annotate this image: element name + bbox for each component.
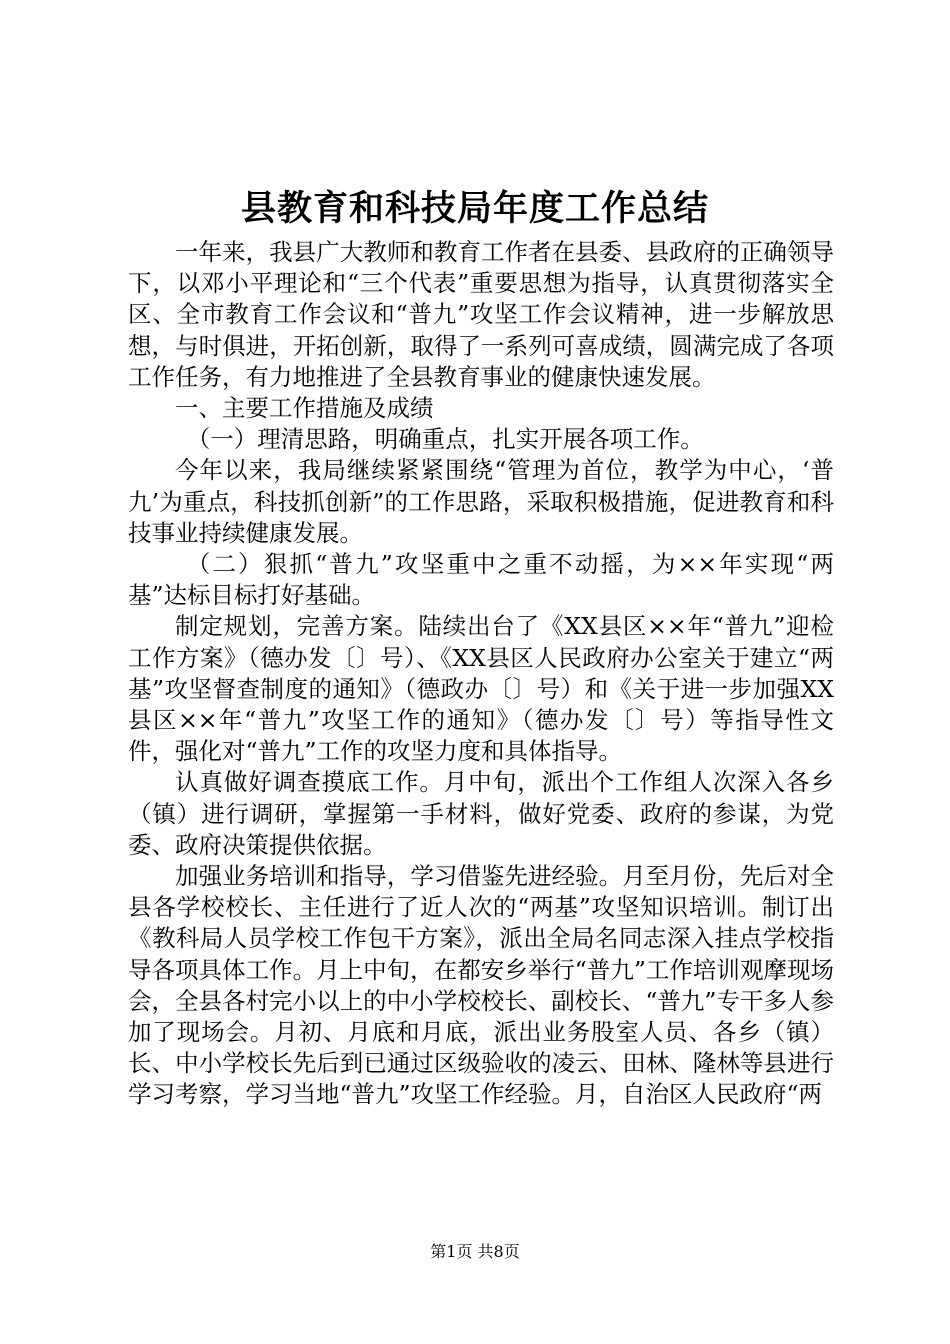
paragraph-survey: 认真做好调查摸底工作。月中旬，派出个工作组人次深入各乡（镇）进行调研，掌握第一手材料，做好党委、政府的参谋，为党委、政府决策提供依据。 — [128, 768, 834, 859]
document-title: 县教育和科技局年度工作总结 — [240, 188, 709, 229]
subsection-heading-2: （二）狠抓“普九”攻坚重中之重不动摇，为××年实现“两基”达标目标打好基础。 — [128, 550, 834, 610]
section-heading-main-measures: 一、主要工作措施及成绩 — [175, 394, 434, 423]
page-number-footer: 第1页 共8页 — [430, 1242, 520, 1261]
document-body — [128, 237, 834, 1111]
subsection-heading-1: （一）理清思路，明确重点，扎实开展各项工作。 — [186, 425, 704, 454]
paragraph-work-approach: 今年以来，我局继续紧紧围绕“管理为首位，教学为中心，‘普九’为重点，科技抓创新”的工作思路，采取积极措施，促进教育和科技事业持续健康发展。 — [128, 456, 834, 547]
paragraph-intro: 一年来，我县广大教师和教育工作者在县委、县政府的正确领导下，以邓小平理论和“三个代表”重要思想为指导，认真贯彻落实全区、全市教育工作会议和“普九”攻坚工作会议精神，进一步解放思想，与时俱进，开拓创新，取得了一系列可喜成绩，圆满完成了各项工作任务，有力地推进了全县教育事业的健康快速发展。 — [128, 238, 834, 391]
paragraph-planning: 制定规划，完善方案。陆续出台了《XX县区××年“普九”迎检工作方案》（德办发〔〕号）、《XX县区人民政府办公室关于建立“两基”攻坚督查制度的通知》（德政办〔〕号）和《关于进一步加强XX县区××年“普九”攻坚工作的通知》（德办发〔〕号）等指导性文件，强化对“普九”工作的攻坚力度和具体指导。 — [128, 612, 834, 766]
paragraph-training: 加强业务培训和指导，学习借鉴先进经验。月至月份，先后对全县各学校校长、主任进行了近人次的“两基”攻坚知识培训。制订出《教科局人员学校工作包干方案》，派出全局名同志深入挂点学校指导各项具体工作。月上中旬，在都安乡举行“普九”工作培训观摩现场会，全县各村完小以上的中小学校校长、副校长、“普九”专干多人参加了现场会。月初、月底和月底，派出业务股室人员、各乡（镇）长、中小学校长先后到已通过区级验收的凌云、田林、隆林等县进行学习考察，学习当地“普九”攻坚工作经验。月，自治区人民政府“两 — [128, 862, 834, 1109]
